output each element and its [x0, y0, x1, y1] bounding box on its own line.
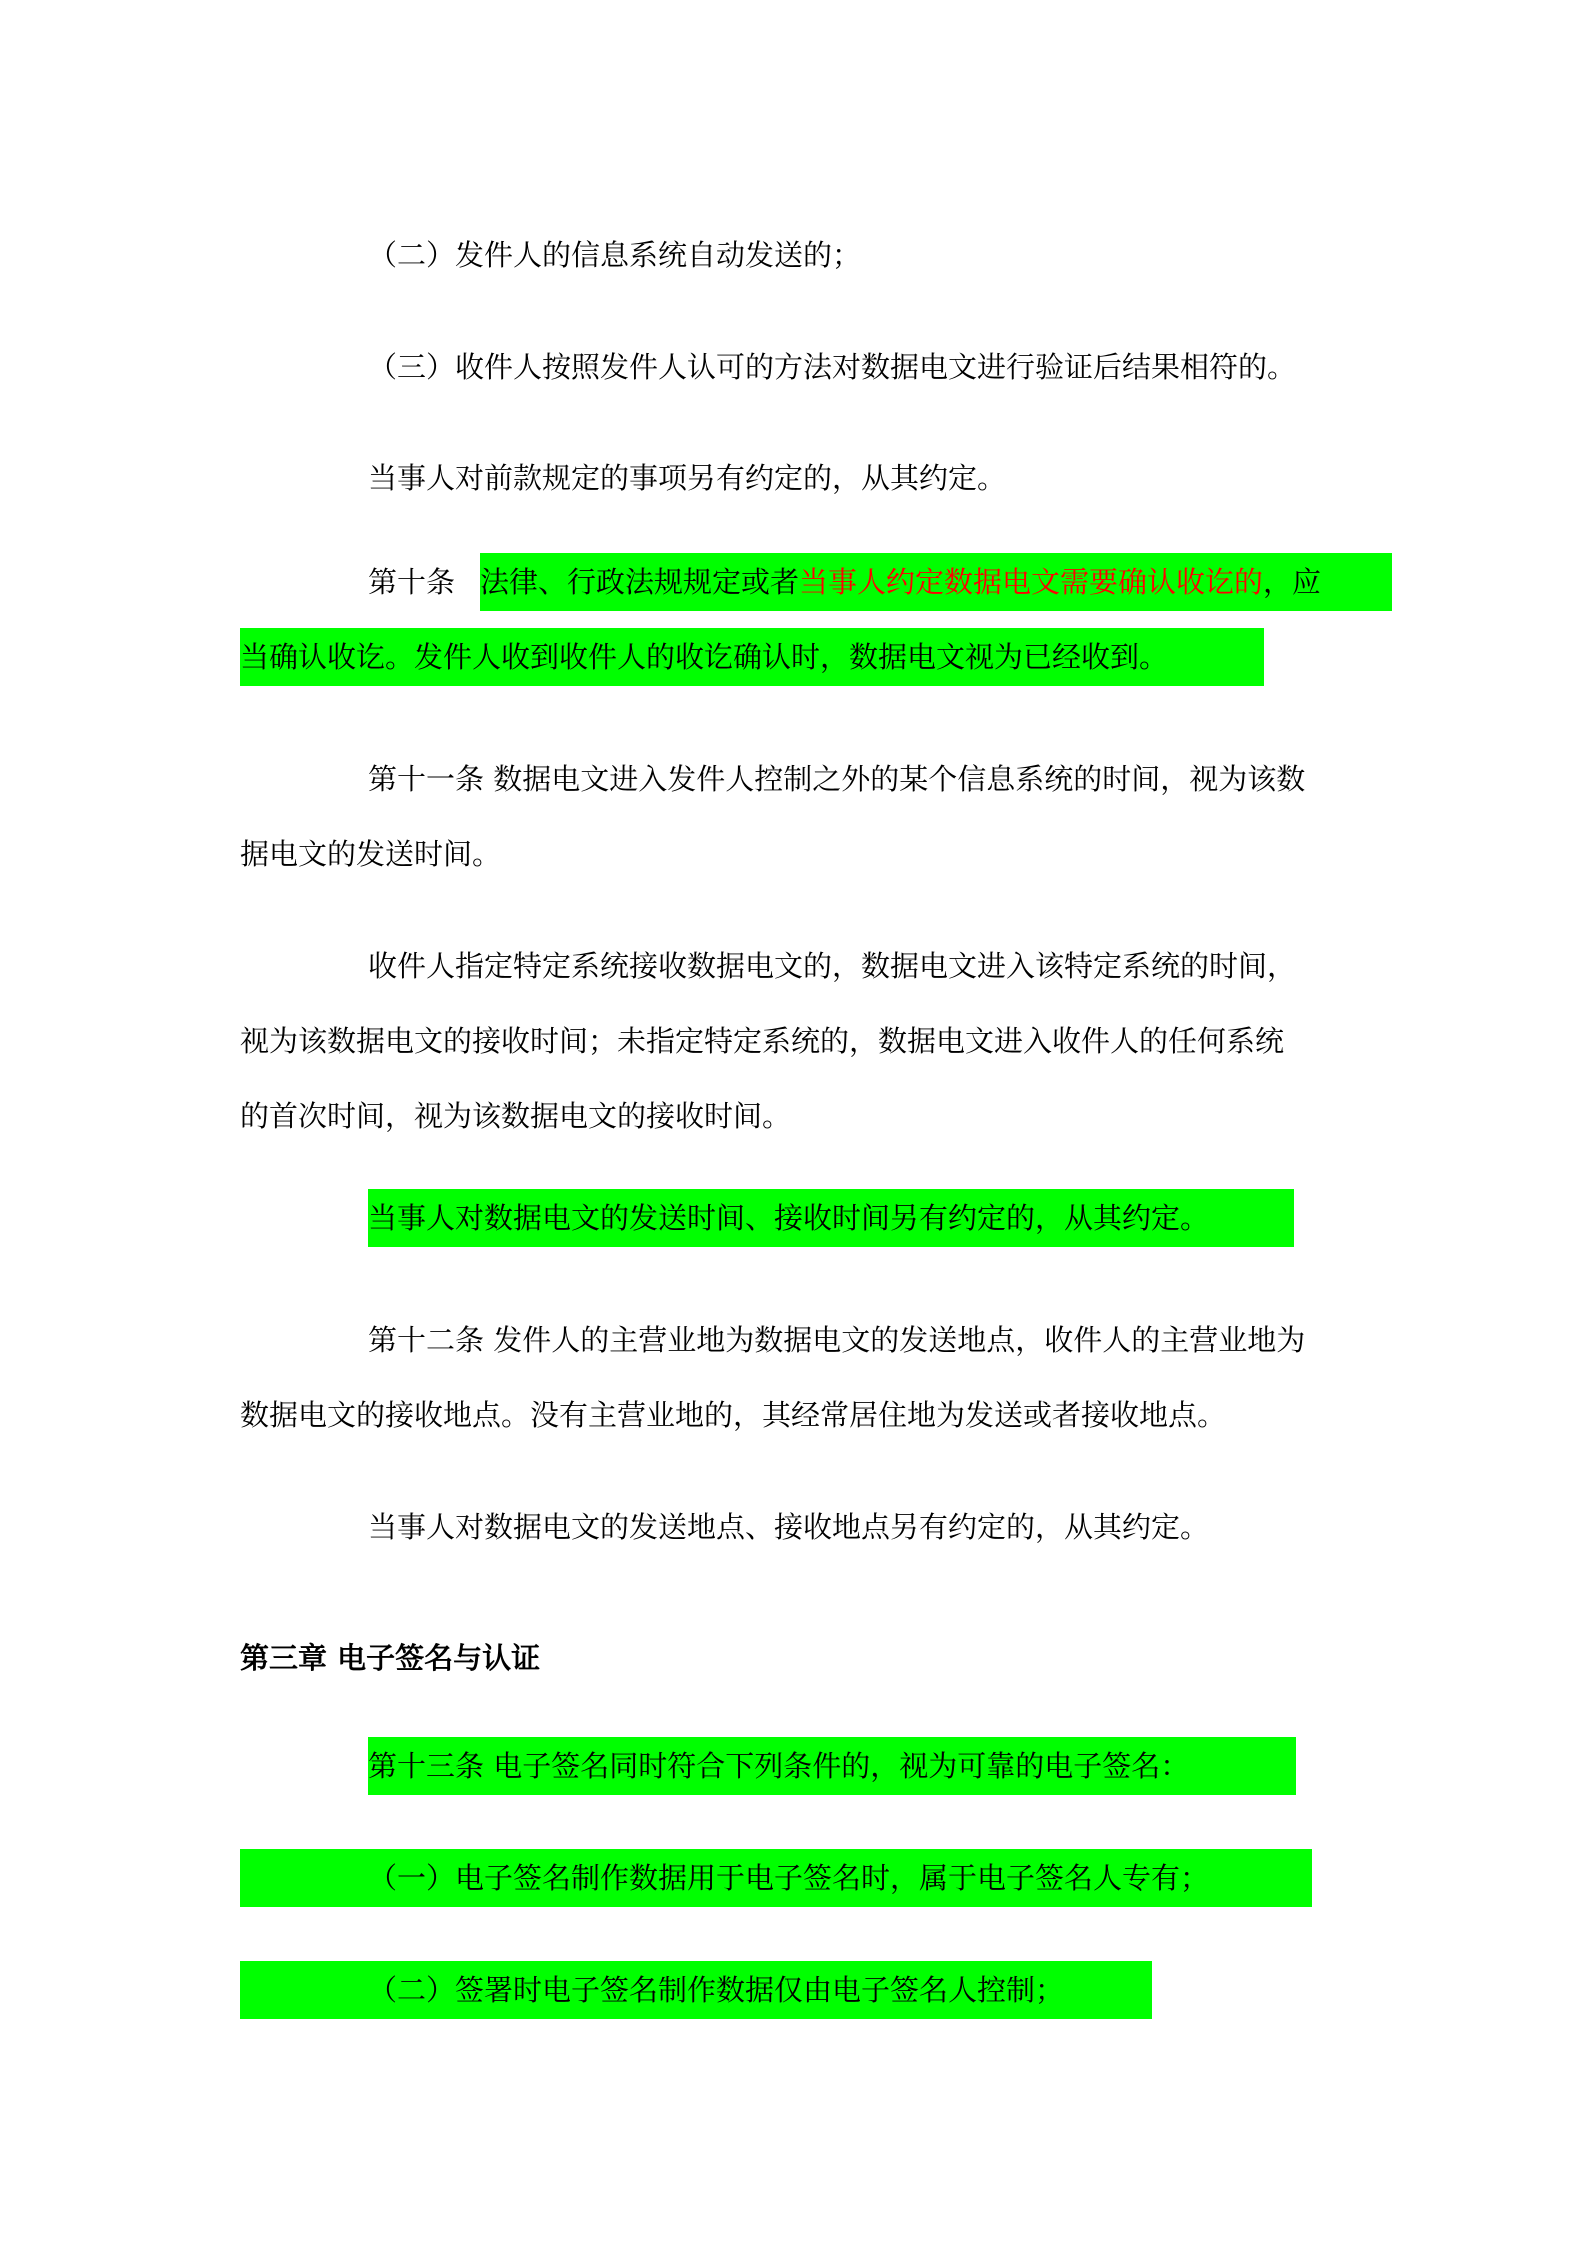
article-10-line-1	[368, 553, 1322, 611]
article-13-item-1-highlighted	[240, 1849, 1312, 1907]
paragraph-text: 当事人对数据电文的发送地点、接收地点另有约定的，从其约定。	[368, 1510, 1210, 1544]
paragraph-text: （三）收件人按照发件人认可的方法对数据电文进行验证后结果相符的。	[368, 350, 1297, 384]
highlight-black-text: 法律、行政法规规定或者	[480, 565, 800, 599]
article-10-line-2	[240, 628, 1264, 686]
paragraph-item-2	[368, 226, 861, 284]
paragraph-text: 当事人对数据电文的发送时间、接收时间另有约定的，从其约定。	[368, 1201, 1210, 1235]
paragraph-item-3	[368, 338, 1296, 396]
paragraph-text: 收件人指定特定系统接收数据电文的，数据电文进入该特定系统的时间，	[368, 949, 1297, 983]
article-11-line-1	[368, 750, 1305, 808]
paragraph-text: （一）电子签名制作数据用于电子签名时，属于电子签名人专有；	[368, 1861, 1210, 1895]
paragraph-text: 据电文的发送时间。	[240, 837, 502, 871]
paragraph-text: 视为该数据电文的接收时间；未指定特定系统的，数据电文进入收件人的任何系统	[240, 1024, 1285, 1058]
article-13-highlighted	[368, 1737, 1296, 1795]
article-13-item-2-highlighted	[240, 1961, 1152, 2019]
highlight-red-text: 当事人约定数据电文需要确认收讫的	[799, 565, 1264, 599]
article-12-line-2	[240, 1386, 1226, 1444]
paragraph-text: 第十一条 数据电文进入发件人控制之外的某个信息系统的时间，视为该数	[368, 762, 1306, 796]
paragraph-text: 的首次时间，视为该数据电文的接收时间。	[240, 1099, 792, 1133]
article-11-p2-line-1	[368, 937, 1296, 995]
paragraph-text: 数据电文的接收地点。没有主营业地的，其经常居住地为发送或者接收地点。	[240, 1398, 1227, 1432]
paragraph-text: 当事人对前款规定的事项另有约定的，从其约定。	[368, 461, 1007, 495]
article-12-p2	[368, 1498, 1209, 1556]
paragraph-text: 第十二条 发件人的主营业地为数据电文的发送地点，收件人的主营业地为	[368, 1323, 1306, 1357]
paragraph-text: （二）签署时电子签名制作数据仅由电子签名人控制；	[368, 1973, 1065, 2007]
paragraph-text: 当确认收讫。发件人收到收件人的收讫确认时，数据电文视为已经收到。	[240, 640, 1169, 674]
paragraph-text: （二）发件人的信息系统自动发送的；	[368, 238, 862, 272]
article-11-line-2	[240, 825, 501, 883]
article-11-p2-line-2	[240, 1012, 1284, 1070]
chapter-heading	[240, 1629, 540, 1687]
highlight-tail-text: ，应	[1263, 565, 1322, 599]
article-label: 第十条	[368, 565, 456, 599]
article-11-p3-highlighted	[368, 1189, 1294, 1247]
highlighted-text	[480, 553, 1392, 611]
article-12-line-1	[368, 1311, 1305, 1369]
paragraph-text: 第十三条 电子签名同时符合下列条件的，视为可靠的电子签名：	[368, 1749, 1190, 1783]
chapter-title: 第三章 电子签名与认证	[240, 1641, 541, 1675]
article-11-p2-line-3	[240, 1087, 791, 1145]
paragraph-agreement	[368, 449, 1006, 507]
